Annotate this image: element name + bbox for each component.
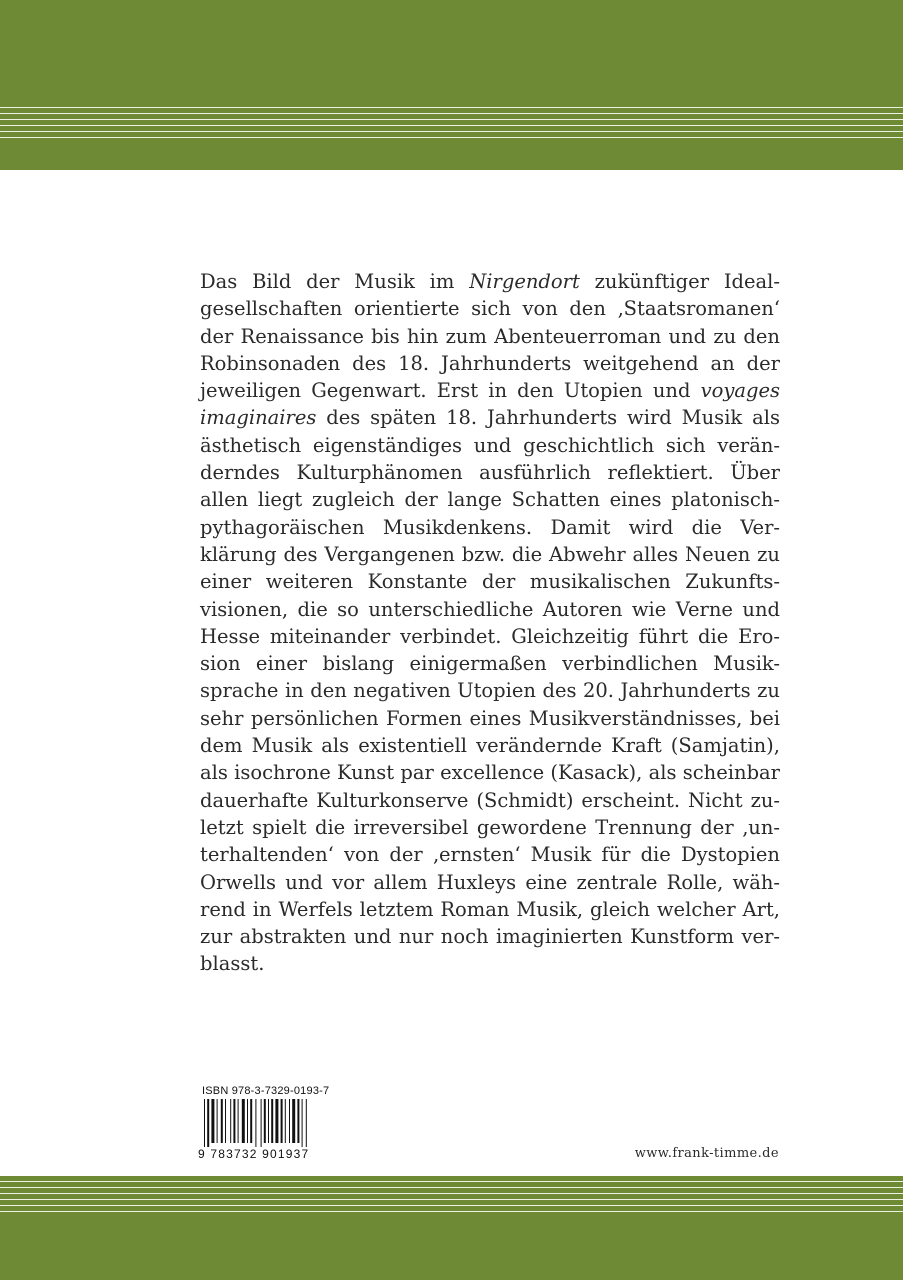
- blurb-line: als isochrone Kunst par excellence (Kasack), als scheinbar: [200, 761, 780, 785]
- blurb-line: sprache in den negativen Utopien des 20. Jahrhunderts zu: [200, 679, 780, 703]
- blurb-line: rend in Werfels letztem Roman Musik, gleich welcher Art,: [200, 897, 780, 921]
- blurb-line: Hesse miteinander verbindet. Gleichzeitig führt die Ero-: [200, 624, 780, 648]
- blurb-line: zur abstrakten und nur noch imaginierten Kunstform ver-: [200, 925, 780, 949]
- blurb-line: der Renaissance bis hin zum Abenteuerroman und zu den: [200, 324, 780, 348]
- publisher-website: www.frank-timme.de: [634, 1146, 779, 1161]
- blurb-line: imaginaires des späten 18. Jahrhunderts wird Musik als: [200, 406, 780, 430]
- bottom-green-band: [0, 1170, 903, 1280]
- blurb-line: dauerhafte Kulturkonserve (Schmidt) erscheint. Nicht zu-: [200, 788, 780, 812]
- blurb-line: Das Bild der Musik im Nirgendort zukünftiger Ideal-: [200, 270, 780, 293]
- blurb-line: jeweiligen Gegenwart. Erst in den Utopien und voyages: [200, 379, 780, 403]
- barcode-digits: 9 783732 901937: [198, 1147, 310, 1161]
- blurb-line: pythagoräischen Musikdenkens. Damit wird die Ver-: [200, 515, 780, 539]
- top-green-band: [0, 0, 903, 170]
- blurb-line: terhaltenden‘ von der ‚ernsten‘ Musik für die Dystopien: [200, 843, 780, 867]
- blurb-line: sehr persönlichen Formen eines Musikverständnisses, bei: [200, 706, 780, 730]
- blurb-line: einer weiteren Konstante der musikalischen Zukunfts-: [200, 570, 780, 594]
- blurb-line: visionen, die so unterschiedliche Autoren wie Verne und: [200, 597, 780, 621]
- blurb-line: allen liegt zugleich der lange Schatten eines platonisch-: [200, 488, 780, 512]
- blurb-line: Robinsonaden des 18. Jahrhunderts weitgehend an der: [200, 351, 780, 375]
- blurb-line: Orwells und vor allem Huxleys eine zentrale Rolle, wäh-: [200, 870, 780, 894]
- blurb-line: gesellschaften orientierte sich von den ‚Staatsromanen‘: [200, 297, 780, 321]
- blurb-line: klärung des Vergangenen bzw. die Abwehr alles Neuen zu: [200, 542, 780, 566]
- bottom-stripe-lines: [0, 1176, 903, 1212]
- blurb-line: dem Musik als existentiell verändernde Kraft (Samjatin),: [200, 734, 780, 758]
- back-cover-blurb: [200, 268, 780, 978]
- blurb-line: letzt spielt die irreversibel gewordene Trennung der ‚un-: [200, 815, 780, 839]
- isbn-barcode-block: [198, 1085, 348, 1163]
- blurb-line: sion einer bislang einigermaßen verbindlichen Musik-: [200, 652, 780, 676]
- barcode-icon: [202, 1099, 342, 1147]
- blurb-line: derndes Kulturphänomen ausführlich reflektiert. Über: [200, 461, 780, 485]
- blurb-line: ästhetisch eigenständiges und geschichtlich sich verän-: [200, 433, 780, 457]
- blurb-line: blasst.: [200, 952, 265, 976]
- isbn-label: ISBN 978-3-7329-0193-7: [202, 1085, 330, 1097]
- top-stripe-lines: [0, 107, 903, 143]
